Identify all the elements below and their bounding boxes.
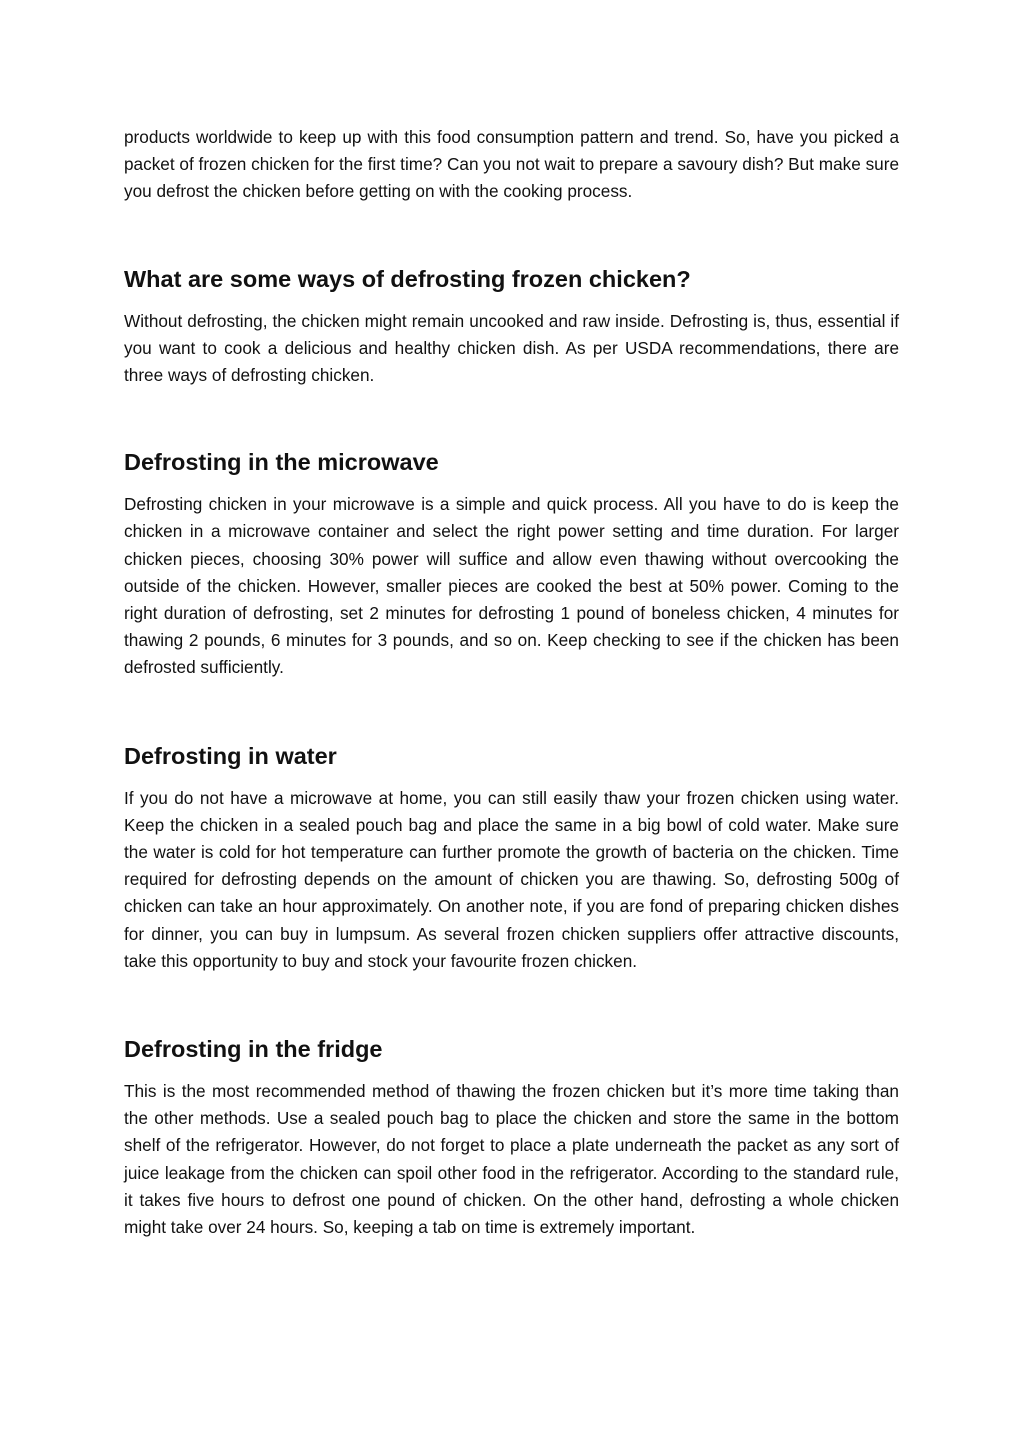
section-body-ways: Without defrosting, the chicken might remain uncooked and raw inside. Defrosting is, thus, essential if you want to cook a delicious and healthy chicken dish. As per USDA recommendations, there are three ways of defrosting chicken.	[124, 310, 899, 386]
intro-paragraph: products worldwide to keep up with this food consumption pattern and trend. So, have you picked a packet of frozen chicken for the first time? Can you not wait to prepare a savoury dish? But make sure you defrost the chicken before getting on with the cooking process.	[124, 127, 899, 202]
section-heading-fridge: Defrosting in the fridge	[124, 1036, 383, 1063]
section-body-fridge: This is the most recommended method of thawing the frozen chicken but it’s more time taking than the other methods. Use a sealed pouch bag to place the chicken and store the same in the bottom shelf of the refrigerator. However, do not forget to place a plate underneath the packet as any sort of juice leakage from the chicken can spoil other food in the refrigerator. According to the standard rule, it takes five hours to defrost one pound of chicken. On the other hand, defrosting a whole chicken might take over 24 hours. So, keeping a tab on time is extremely important.	[124, 1081, 899, 1238]
section-body-water: If you do not have a microwave at home, you can still easily thaw your frozen chicken using water. Keep the chicken in a sealed pouch bag and place the same in a big bowl of cold water. Make sure the water is cold for hot temperature can further promote the growth of bacteria on the chicken. Time required for defrosting depends on the amount of chicken you are thawing. So, defrosting 500g of chicken can take an hour approximately. On another note, if you are fond of preparing chicken dishes for dinner, you can buy in lumpsum. As several frozen chicken suppliers offer attractive discounts, take this opportunity to buy and stock your favourite frozen chicken.	[124, 787, 899, 971]
section-body-microwave: Defrosting chicken in your microwave is a simple and quick process. All you have to do is keep the chicken in a microwave container and select the right power setting and time duration. For larger chicken pieces, choosing 30% power will suffice and allow even thawing without overcooking the outside of the chicken. However, smaller pieces are cooked the best at 50% power. Coming to the right duration of defrosting, set 2 minutes for defrosting 1 pound of boneless chicken, 4 minutes for thawing 2 pounds, 6 minutes for 3 pounds, and so on. Keep checking to see if the chicken has been defrosted sufficiently.	[124, 494, 899, 678]
section-heading-ways: What are some ways of defrosting frozen chicken?	[124, 265, 691, 292]
document-page	[124, 124, 899, 1241]
section-heading-microwave: Defrosting in the microwave	[124, 449, 439, 476]
section-heading-water: Defrosting in water	[124, 742, 337, 769]
